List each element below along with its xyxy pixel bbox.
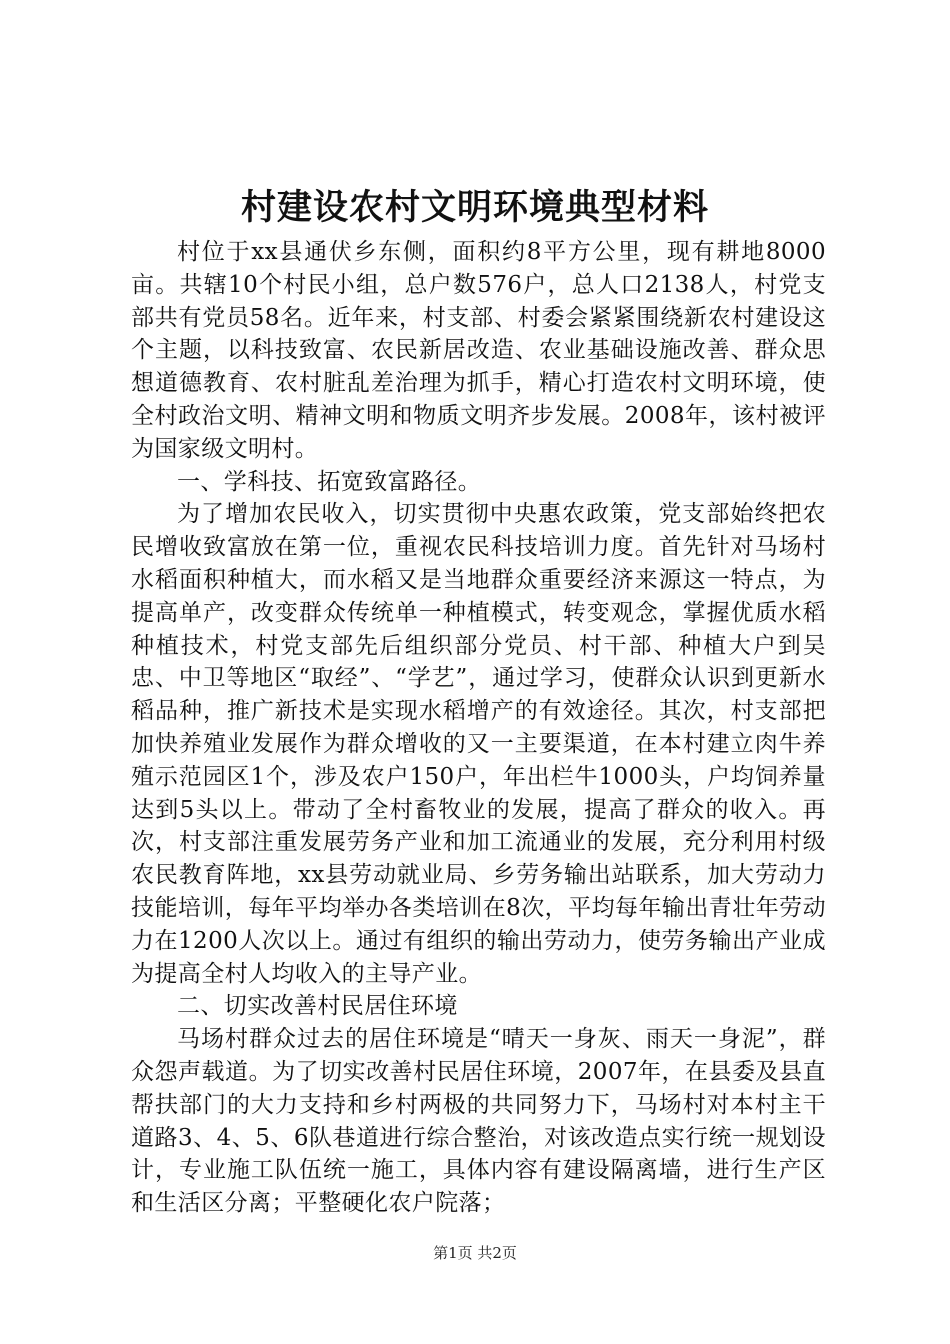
- section-heading-2: 二、切实改善村民居住环境: [177, 993, 458, 1020]
- document-title: 村建设农村文明环境典型材料: [240, 187, 709, 228]
- page-number-footer: 第1页 共2页: [433, 1244, 517, 1262]
- section-heading-1: 一、学科技、拓宽致富路径。: [177, 468, 482, 495]
- document-body: [131, 236, 826, 1220]
- paragraph-section-2: 马场村群众过去的居住环境是“晴天一身灰、雨天一身泥”，群众怨声载道。为了切实改善村民居住环境，2007年，在县委及县直帮扶部门的大力支持和乡村两极的共同努力下，马场村对本村主干道路3、4、5、6队巷道进行综合整治，对该改造点实行统一规划设计，专业施工队伍统一施工，具体内容有建设隔离墙，进行生产区和生活区分离；平整硬化农户院落；: [131, 1026, 826, 1217]
- paragraph-intro: 村位于xx县通伏乡东侧，面积约8平方公里，现有耕地8000亩。共辖10个村民小组，总户数576户，总人口2138人，村党支部共有党员58名。近年来，村支部、村委会紧紧围绕新农村建设这个主题，以科技致富、农民新居改造、农业基础设施改善、群众思想道德教育、农村脏乱差治理为抓手，精心打造农村文明环境，使全村政治文明、精神文明和物质文明齐步发展。2008年，该村被评为国家级文明村。: [131, 239, 826, 462]
- paragraph-section-1: 为了增加农民收入，切实贯彻中央惠农政策，党支部始终把农民增收致富放在第一位，重视农民科技培训力度。首先针对马场村水稻面积种植大，而水稻又是当地群众重要经济来源这一特点，为提高单产，改变群众传统单一种植模式，转变观念，掌握优质水稻种植技术，村党支部先后组织部分党员、村干部、种植大户到吴忠、中卫等地区“取经”、“学艺”，通过学习，使群众认识到更新水稻品种，推广新技术是实现水稻增产的有效途径。其次，村支部把加快养殖业发展作为群众增收的又一主要渠道，在本村建立肉牛养殖示范园区1个，涉及农户150户，年出栏牛1000头，户均饲养量达到5头以上。带动了全村畜牧业的发展，提高了群众的收入。再次，村支部注重发展劳务产业和加工流通业的发展，充分利用村级农民教育阵地，xx县劳动就业局、乡劳务输出站联系，加大劳动力技能培训，每年平均举办各类培训在8次，平均每年输出青壮年劳动力在1200人次以上。通过有组织的输出劳动力，使劳务输出产业成为提高全村人均收入的主导产业。: [131, 501, 826, 987]
